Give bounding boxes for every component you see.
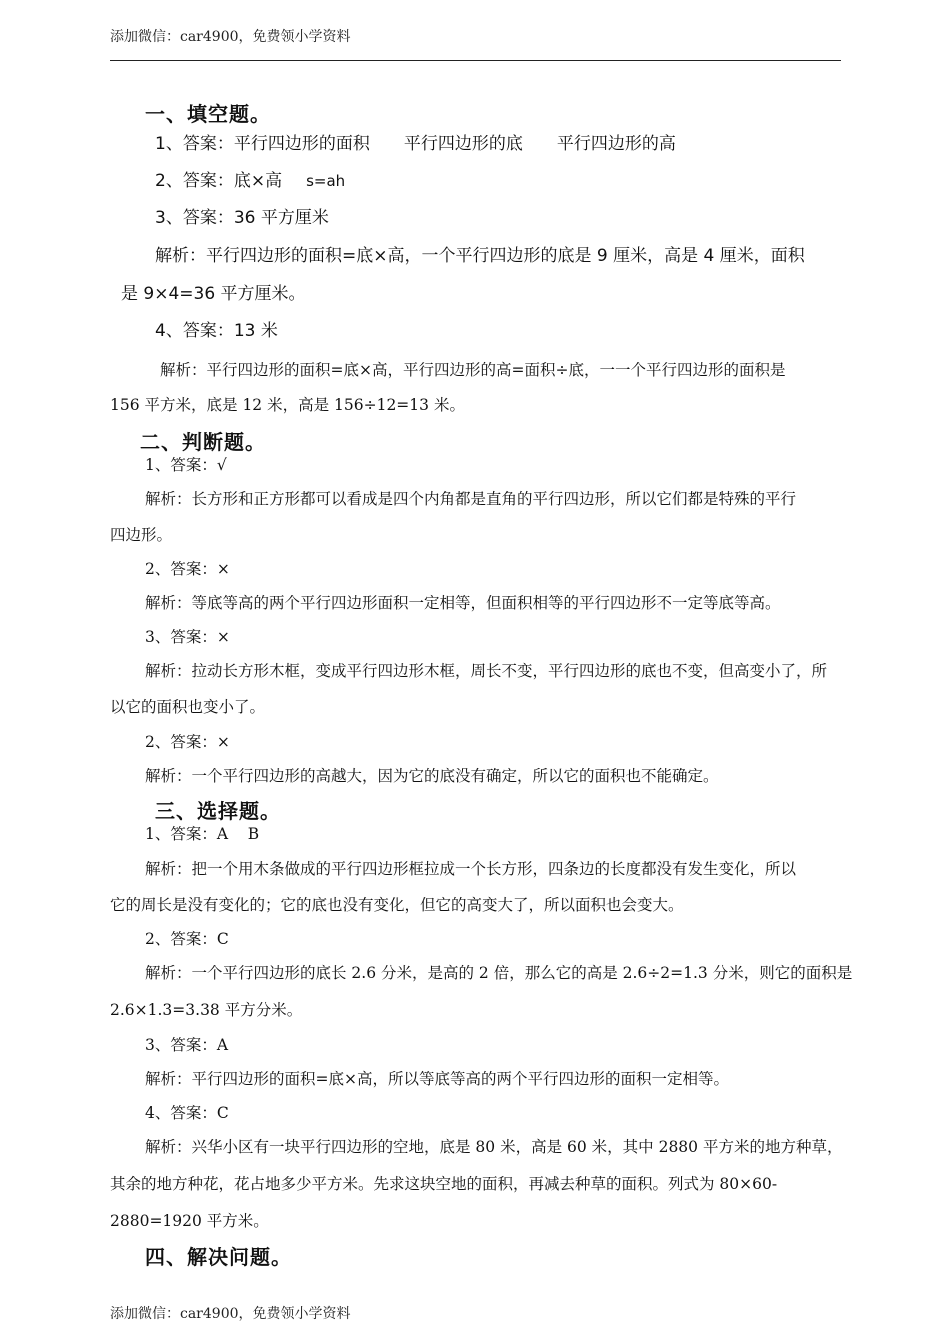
s2-q1-answer: 1、答案：√ — [145, 456, 227, 474]
s2-q3-analysis-line2: 以它的面积也变小了。 — [110, 698, 266, 716]
s2-q2-answer: 2、答案：× — [145, 560, 230, 578]
s2-q1-analysis-line2: 四边形。 — [110, 526, 173, 544]
s2-q4-analysis: 解析：一个平行四边形的高越大，因为它的底没有确定，所以它的面积也不能确定。 — [145, 767, 719, 785]
s1-q1-a2: 平行四边形的底 — [403, 134, 523, 154]
section-title-fill-blank: 一、填空题。 — [145, 102, 271, 126]
s1-q2-answer — [155, 166, 345, 191]
s3-q1-answer: 1、答案：A B — [145, 825, 260, 843]
s1-q2-a2: s=ah — [306, 172, 346, 190]
s3-q2-analysis-line1: 解析：一个平行四边形的底长 2.6 分米，是高的 2 倍，那么它的高是 2.6÷2=1.3 分米，则它的面积是 — [145, 964, 853, 982]
s3-q4-analysis-line1: 解析：兴华小区有一块平行四边形的空地，底是 80 米，高是 60 米，其中 2880 平方米的地方种草， — [145, 1138, 843, 1156]
s3-q4-analysis-line3: 2880=1920 平方米。 — [110, 1212, 269, 1230]
header-divider — [110, 60, 841, 61]
s2-q1-analysis-line1: 解析：长方形和正方形都可以看成是四个内角都是直角的平行四边形，所以它们都是特殊的平行 — [145, 490, 797, 508]
s1-q4-answer: 4、答案：13 米 — [155, 321, 278, 341]
s3-q3-analysis: 解析：平行四边形的面积=底×高，所以等底等高的两个平行四边形的面积一定相等。 — [145, 1070, 729, 1088]
s1-q4-analysis-line1: 解析：平行四边形的面积=底×高，平行四边形的高=面积÷底，一一个平行四边形的面积是 — [160, 361, 786, 379]
s1-q2-a1: 底×高 — [233, 171, 283, 191]
s1-q2-prefix: 2、答案： — [155, 171, 234, 191]
s1-q1-a1: 平行四边形的面积 — [233, 134, 370, 154]
page-header: 添加微信：car4900，免费领小学资料 — [110, 29, 351, 45]
s2-q4-answer: 2、答案：× — [145, 733, 230, 751]
s1-q4-analysis-line2: 156 平方米，底是 12 米，高是 156÷12=13 米。 — [110, 396, 465, 414]
s3-q2-answer: 2、答案：C — [145, 930, 229, 948]
s3-q4-answer: 4、答案：C — [145, 1104, 229, 1122]
s1-q3-answer: 3、答案：36 平方厘米 — [155, 208, 329, 228]
s3-q3-answer: 3、答案：A — [145, 1036, 229, 1054]
s3-q1-analysis-line2: 它的周长是没有变化的；它的底也没有变化，但它的高变大了，所以面积也会变大。 — [110, 896, 684, 914]
s3-q1-analysis-line1: 解析：把一个用木条做成的平行四边形框拉成一个长方形，四条边的长度都没有发生变化，所以 — [145, 860, 797, 878]
section-title-multiple-choice: 三、选择题。 — [155, 799, 281, 823]
s3-q4-analysis-line2: 其余的地方种花，花占地多少平方米。先求这块空地的面积，再减去种草的面积。列式为 80×60- — [110, 1175, 778, 1193]
section-title-problem-solving: 四、解决问题。 — [145, 1245, 292, 1269]
s1-q1-prefix: 1、答案： — [155, 134, 234, 154]
s2-q2-analysis: 解析：等底等高的两个平行四边形面积一定相等，但面积相等的平行四边形不一定等底等高。 — [145, 594, 781, 612]
s1-q1-a3: 平行四边形的高 — [556, 134, 676, 154]
s1-q1-answer — [155, 129, 676, 154]
page-footer: 添加微信：car4900，免费领小学资料 — [110, 1306, 351, 1322]
s1-q3-analysis-line1: 解析：平行四边形的面积=底×高，一个平行四边形的底是 9 厘米，高是 4 厘米，面积 — [155, 246, 805, 266]
s3-q2-analysis-line2: 2.6×1.3=3.38 平方分米。 — [110, 1001, 303, 1019]
s1-q3-analysis-line2: 是 9×4=36 平方厘米。 — [121, 284, 306, 304]
s2-q3-analysis-line1: 解析：拉动长方形木框，变成平行四边形木框，周长不变，平行四边形的底也不变，但高变小了，所 — [145, 662, 828, 680]
s2-q3-answer: 3、答案：× — [145, 628, 230, 646]
section-title-true-false: 二、判断题。 — [140, 430, 266, 454]
